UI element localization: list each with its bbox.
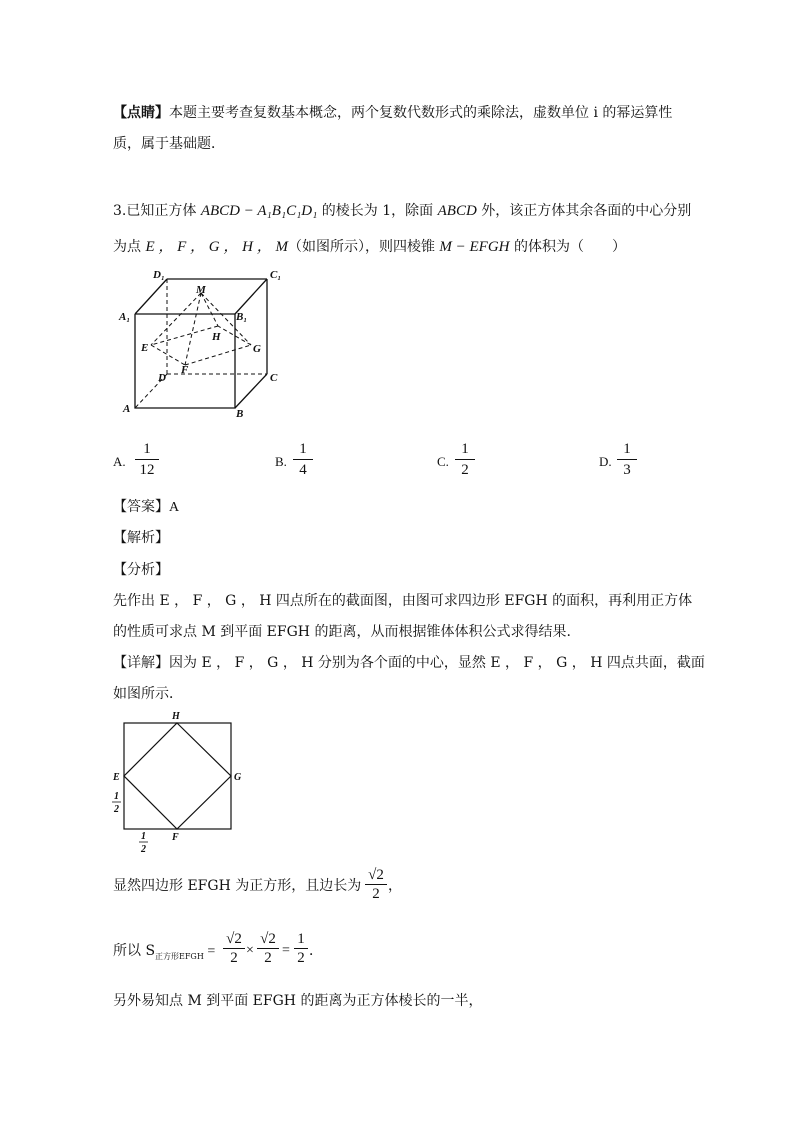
fenxi-text-2: 的性质可求点 M 到平面 EFGH 的距离，从而根据锥体体积公式求得结果. — [113, 624, 571, 640]
label-b1: B₁ — [236, 311, 248, 323]
label-a1: A₁ — [119, 311, 131, 323]
points-list: E ， F ， G ， H ， M — [145, 239, 288, 255]
section-figure — [108, 708, 248, 858]
fenxi-text-1: 先作出 E ， F ， G ， H 四点所在的截面图，由图可求四边形 EFGH 的面积，再利用正方体 — [113, 593, 693, 609]
cube-name: ABCD − A₁B₁C₁D₁ — [200, 203, 318, 219]
label-d: D — [158, 372, 166, 384]
period: ． — [309, 943, 323, 959]
equals-sign-2: = — [282, 943, 290, 958]
conclusion-text-1: 显然四边形 EFGH 为正方形，且边长为 — [113, 878, 362, 894]
denominator: 2 — [372, 886, 380, 902]
pyramid-name: M − EFGH — [439, 239, 510, 255]
option-a-label: A. — [113, 454, 126, 469]
question-text: 为点 — [113, 239, 146, 255]
numerator: 1 — [299, 441, 307, 457]
option-d-fraction — [617, 440, 637, 479]
answer-value: A — [169, 500, 180, 515]
question-number: 3. — [113, 203, 127, 219]
sq-half-den-left: 2 — [114, 804, 119, 815]
dianjing-text-2: 质，属于基础题． — [113, 136, 225, 152]
label-e: E — [141, 342, 149, 354]
denominator: 4 — [299, 462, 307, 478]
conclusion-line-3: 另外易知点 M 到平面 EFGH 的距离为正方体棱长的一半， — [113, 993, 483, 1009]
label-d1: D₁ — [153, 269, 165, 281]
equals-sign: = — [203, 944, 216, 959]
conclusion-line-1 — [113, 876, 361, 896]
label-m: M — [196, 284, 206, 296]
question-text: （如图所示），则四棱锥 — [287, 239, 440, 255]
numerator: 1 — [461, 441, 469, 457]
side-length-fraction — [365, 866, 387, 903]
xiangjie-line-1 — [113, 653, 705, 673]
cube-figure — [110, 262, 300, 424]
denominator: 2 — [461, 462, 469, 478]
area-label: 所以 S — [113, 943, 156, 959]
numerator: 1 — [143, 441, 151, 457]
sq-half-den-bottom: 2 — [141, 844, 146, 855]
label-f: F — [181, 364, 189, 376]
conclusion-line-2 — [113, 941, 215, 967]
answer-label: 【答案】 — [113, 499, 169, 515]
sq-half-num-bottom: 1 — [141, 831, 146, 842]
question-line-1 — [113, 201, 691, 221]
xiangjie-label: 【详解】 — [113, 655, 169, 671]
times-sign: × — [246, 943, 254, 958]
label-a: A — [123, 403, 131, 415]
fenxi-label: 【分析】 — [113, 562, 169, 578]
option-a-fraction — [135, 440, 159, 479]
option-d-label: D. — [599, 454, 612, 469]
dianjing-line-1 — [113, 103, 672, 123]
xiangjie-text-1: 因为 E ， F ， G ， H 分别为各个面的中心，显然 E ， F ， G ， H 四点共面，截面 — [169, 655, 705, 671]
sq-label-h: H — [172, 711, 180, 722]
numerator: √2 — [226, 931, 242, 947]
xiangjie-text-2: 如图所示． — [113, 686, 183, 702]
label-c: C — [270, 372, 278, 384]
option-c-label: C. — [437, 454, 449, 469]
area-subscript: 正方形EFGH — [155, 951, 204, 961]
denominator: 3 — [623, 462, 631, 478]
dianjing-text-1: 本题主要考查复数基本概念，两个复数代数形式的乘除法，虚数单位 i 的幂运算性 — [169, 105, 673, 121]
question-text: 已知正方体 — [126, 203, 201, 219]
denominator: 2 — [264, 950, 272, 966]
area-fraction-1 — [223, 930, 245, 967]
dianjing-label: 【点睛】 — [113, 105, 169, 121]
label-h: H — [212, 331, 221, 343]
denominator: 2 — [230, 950, 238, 966]
numerator: 1 — [623, 441, 631, 457]
dianjing-line-2 — [113, 134, 225, 154]
denominator: 12 — [139, 462, 155, 478]
numerator: √2 — [368, 867, 384, 883]
sq-label-g: G — [234, 772, 242, 783]
question-text: 的棱长为 1，除面 — [317, 203, 438, 219]
label-c1: C₁ — [270, 269, 282, 281]
area-fraction-3 — [294, 930, 308, 967]
conclusion-comma: ， — [388, 878, 402, 894]
area-fraction-2 — [257, 930, 279, 967]
answer-line — [113, 497, 179, 518]
numerator: √2 — [260, 931, 276, 947]
face-name: ABCD — [437, 203, 477, 219]
sq-half-num-left: 1 — [114, 791, 119, 802]
numerator: 1 — [297, 931, 305, 947]
option-b-fraction — [293, 440, 313, 479]
option-c-fraction — [455, 440, 475, 479]
label-b: B — [236, 408, 244, 420]
sq-label-f: F — [172, 832, 179, 843]
jiexi-label: 【解析】 — [113, 530, 169, 546]
question-line-2 — [113, 237, 626, 257]
question-text: 的体积为（ ） — [509, 239, 626, 255]
sq-label-e: E — [113, 772, 120, 783]
option-b-label: B. — [275, 454, 287, 469]
denominator: 2 — [297, 950, 305, 966]
question-text: 外，该正方体其余各面的中心分别 — [476, 203, 692, 219]
label-g: G — [253, 343, 261, 355]
